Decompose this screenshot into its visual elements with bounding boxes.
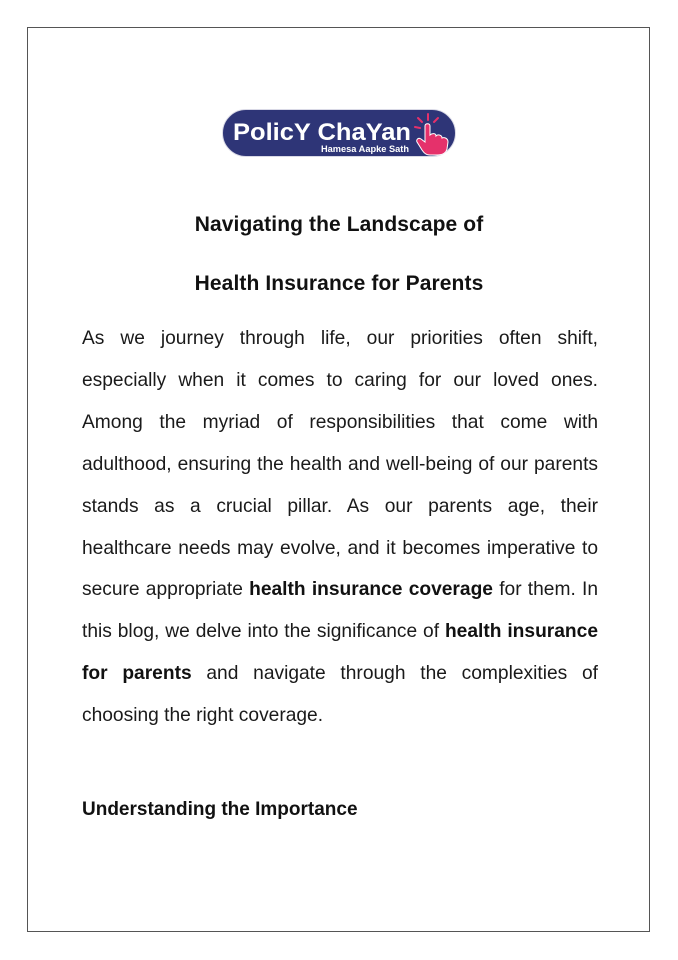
intro-bold-health-insurance-for-parents: health insurance for parents xyxy=(82,621,598,685)
logo-brand-text: PolicY ChaYan xyxy=(233,119,411,146)
section-heading: Understanding the Importance xyxy=(82,799,358,820)
title-line-2: Health Insurance for Parents xyxy=(194,272,484,295)
intro-text-part-3: and navigate through the complexities of choosing the right coverage. xyxy=(82,663,598,727)
intro-bold-health-insurance-coverage: health insurance coverage xyxy=(249,579,493,601)
title-line-1: Navigating the Landscape of xyxy=(194,213,484,236)
intro-text-part-2: for them. In this blog, we delve into the significance of xyxy=(82,579,599,643)
intro-paragraph xyxy=(82,318,598,737)
policy-chayan-logo xyxy=(222,109,456,157)
logo-tagline: Hamesa Aapke Sath xyxy=(321,144,409,154)
intro-text-part-1: As we journey through life, our priorities often shift, especially when it comes to caring for our loved ones. Among the myriad of responsibilities that come with adulthood, ensuring the health and well-being of our parents stands as a crucial pillar. As our parents age, their healthcare needs may evolve, and it becomes imperative to secure appropriate xyxy=(82,328,598,601)
